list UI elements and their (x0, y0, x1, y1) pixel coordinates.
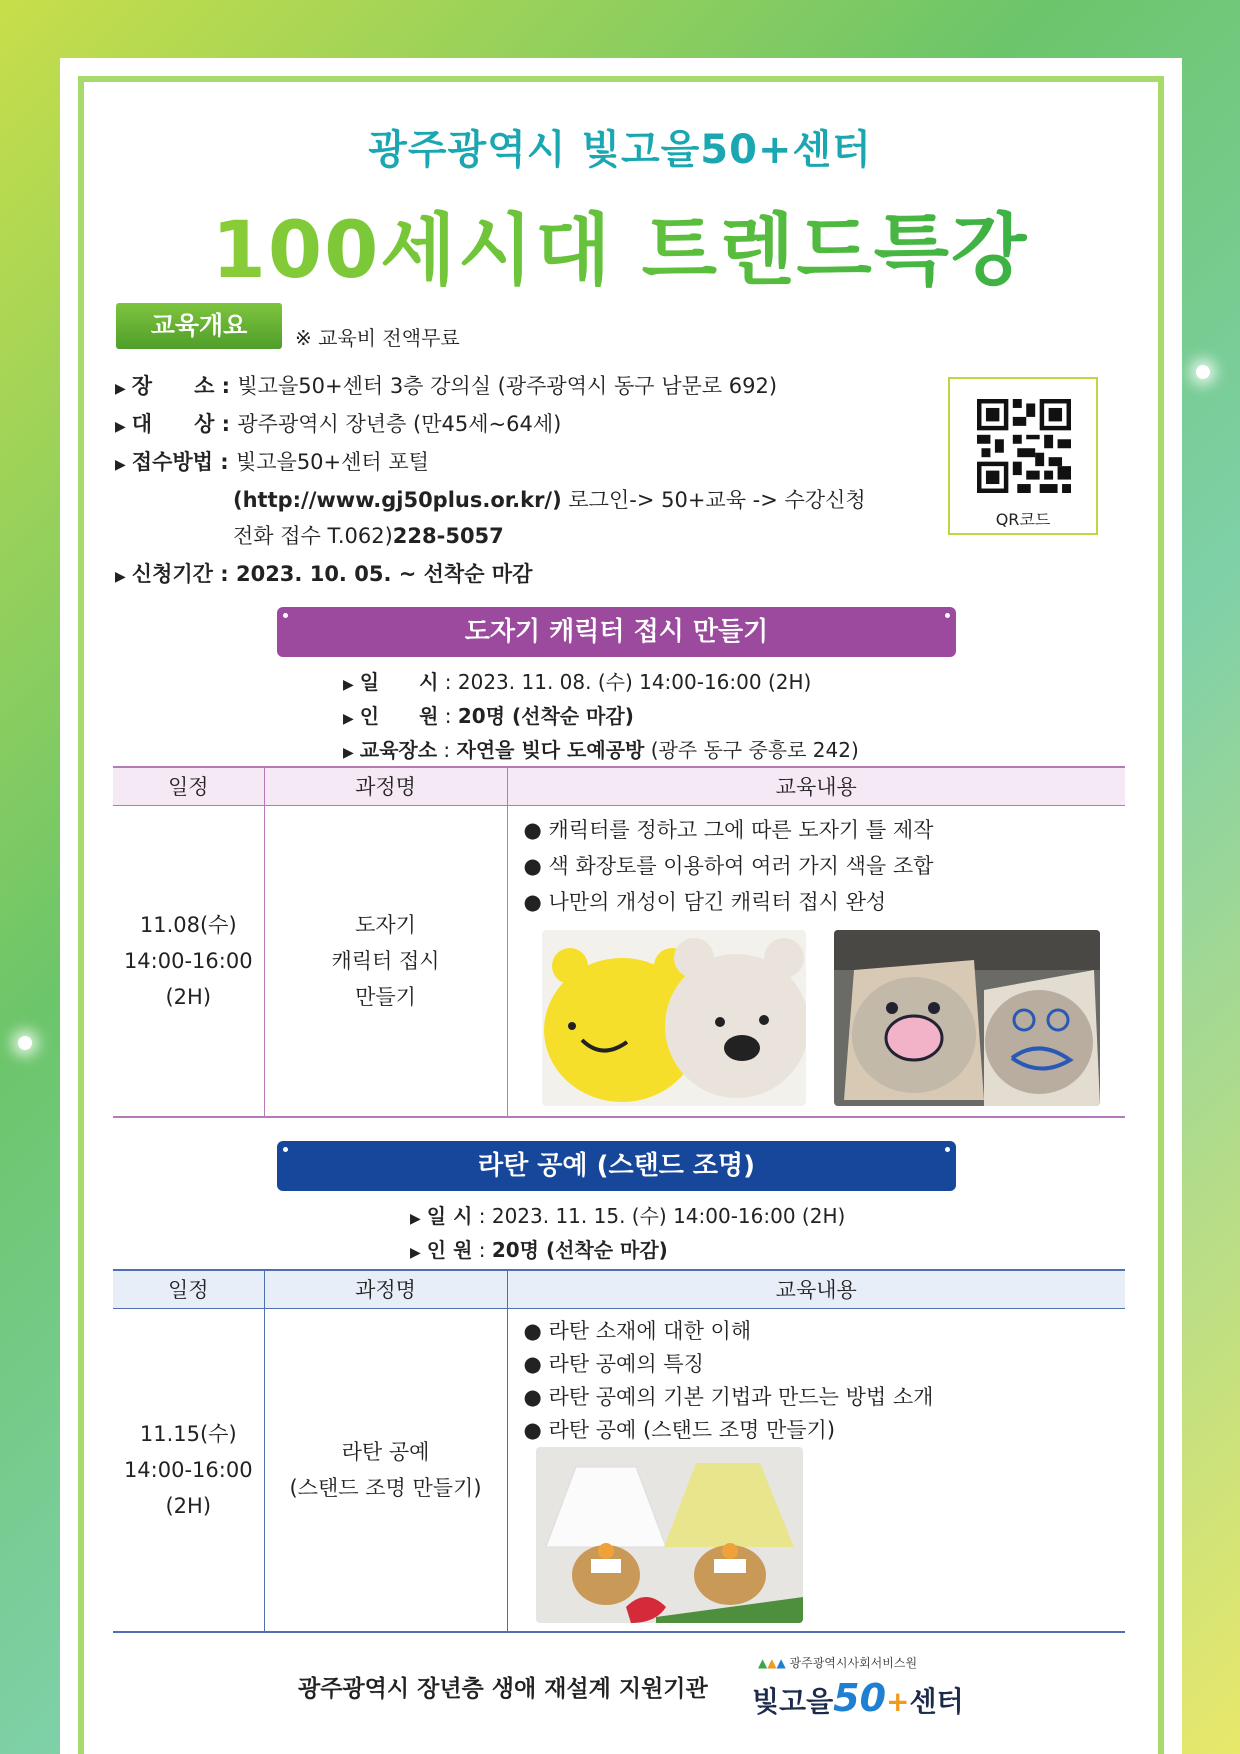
col-header-course: 과정명 (264, 1270, 507, 1308)
course1-title-bar (277, 607, 956, 657)
info-place: ▶ 장 소 : 빛고을50+센터 3층 강의실 (광주광역시 동구 남문로 692) (115, 374, 778, 398)
qr-code-box[interactable] (948, 377, 1098, 535)
list-item: ● 색 화장토를 이용하여 여러 가지 색을 조합 (523, 853, 934, 878)
sparkle-decoration (1196, 365, 1210, 379)
triangle-bullet-icon: ▶ (115, 457, 126, 473)
overview-badge: 교육개요 (116, 303, 282, 349)
info-target: ▶ 대 상 : 광주광역시 장년층 (만45세~64세) (115, 412, 562, 436)
triangle-bullet-icon: ▶ (343, 711, 354, 727)
course2-people: ▶ 인 원 : 20명 (선착순 마감) (410, 1238, 668, 1262)
triangle-bullet-icon: ▶ (410, 1211, 421, 1227)
course1-date: ▶ 일 시 : 2023. 11. 08. (수) 14:00-16:00 (2H) (343, 670, 812, 694)
col-header-schedule: 일정 (113, 767, 264, 805)
footer-tagline: 광주광역시 장년층 생애 재설계 지원기관 (298, 1676, 708, 1702)
student-plates-photo (834, 930, 1100, 1106)
logo-mark-icon: ▲ (758, 1656, 768, 1670)
logo-org: ▲▲▲ 광주광역시사회서비스원 (758, 1656, 918, 1670)
qr-label: QR코드 (995, 510, 1051, 529)
triangle-bullet-icon: ▶ (343, 745, 354, 761)
list-item: ● 캐릭터를 정하고 그에 따른 도자기 틀 제작 (523, 817, 934, 842)
info-phone: 전화 접수 T.062)228-5057 (233, 524, 504, 548)
course-name-cell: 라탄 공예 (스탠드 조명 만들기) (264, 1308, 507, 1632)
col-header-content: 교육내용 (775, 1278, 857, 1303)
triangle-bullet-icon: ▶ (343, 677, 354, 693)
portal-link[interactable]: (http://www.gj50plus.or.kr/) (233, 488, 562, 512)
col-header-content: 교육내용 (775, 775, 857, 800)
triangle-bullet-icon: ▶ (115, 569, 126, 585)
col-header-course: 과정명 (264, 767, 507, 805)
course2-title-bar (277, 1141, 956, 1191)
info-method: ▶ 접수방법 : 빛고을50+센터 포털 (115, 450, 429, 474)
qr-code-icon (977, 399, 1071, 493)
list-item: ● 나만의 개성이 담긴 캐릭터 접시 완성 (523, 889, 887, 914)
course1-title: 도자기 캐릭터 접시 만들기 (464, 617, 769, 647)
sparkle-decoration (18, 1036, 32, 1050)
course1-people: ▶ 인 원 : 20명 (선착순 마감) (343, 704, 634, 728)
center-logo: 빛고을50+센터 (752, 1676, 964, 1720)
triangle-bullet-icon: ▶ (115, 419, 126, 435)
schedule-cell: 11.15(수) 14:00-16:00 (2H) (113, 1308, 264, 1632)
ceramic-plates-photo (542, 930, 806, 1106)
info-method-url: (http://www.gj50plus.or.kr/) 로그인-> 50+교육 -> 수강신청 (233, 488, 866, 512)
rattan-lamps-photo (536, 1447, 803, 1623)
triangle-bullet-icon: ▶ (410, 1245, 421, 1261)
course2-title: 라탄 공예 (스탠드 조명) (478, 1151, 755, 1181)
list-item: ● 라탄 소재에 대한 이해 (523, 1318, 752, 1343)
main-title: 100세시대 트렌드특강 (0, 188, 1240, 300)
fee-note: ※ 교육비 전액무료 (295, 326, 460, 350)
org-title: 광주광역시 빛고을50+센터 (368, 127, 872, 173)
info-period: ▶ 신청기간 : 2023. 10. 05. ~ 선착순 마감 (115, 562, 533, 586)
list-item: ● 라탄 공예의 특징 (523, 1351, 704, 1376)
schedule-cell: 11.08(수) 14:00-16:00 (2H) (113, 805, 264, 1117)
course2-date: ▶ 일 시 : 2023. 11. 15. (수) 14:00-16:00 (2H) (410, 1204, 846, 1228)
list-item: ● 라탄 공예 (스탠드 조명 만들기) (523, 1417, 836, 1442)
col-header-schedule: 일정 (113, 1270, 264, 1308)
course-name-cell: 도자기 캐릭터 접시 만들기 (264, 805, 507, 1117)
course1-venue: ▶ 교육장소 : 자연을 빚다 도예공방 (광주 동구 중흥로 242) (343, 738, 859, 762)
list-item: ● 라탄 공예의 기본 기법과 만드는 방법 소개 (523, 1384, 934, 1409)
triangle-bullet-icon: ▶ (115, 381, 126, 397)
